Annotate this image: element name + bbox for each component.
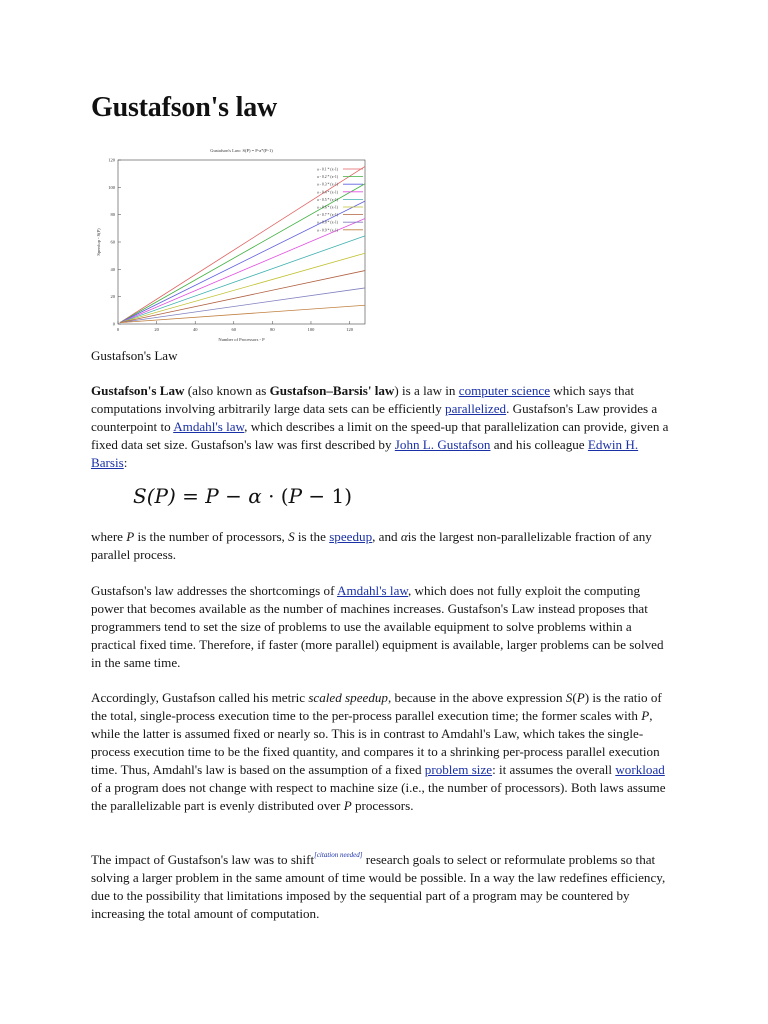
formula-p: P — [288, 484, 303, 508]
link-computer-science[interactable]: computer science — [458, 383, 551, 398]
formula-eq: = — [175, 484, 206, 508]
link-amdahls-law[interactable]: Amdahl's law — [173, 419, 245, 434]
y-tick-label: 0 — [112, 321, 115, 327]
term-gustafson-barsis: Gustafson–Barsis' law — [269, 383, 395, 398]
citation-needed — [314, 851, 362, 859]
scaled-speedup-paragraph — [91, 689, 671, 815]
text: , and — [372, 529, 401, 544]
text: Gustafson's law addresses the shortcomings of — [91, 583, 338, 598]
math-s: S — [565, 690, 573, 705]
math-alpha: α — [400, 529, 408, 544]
x-tick-label: 20 — [154, 327, 159, 332]
link-problem-size[interactable]: problem size — [424, 762, 493, 777]
term-scaled-speedup: scaled speedup — [308, 690, 388, 705]
text: ) is the ratio of the total, single-process execution time to the per-process parallel execution time; the former scales with — [91, 690, 662, 723]
x-tick-label: 80 — [270, 327, 275, 332]
legend-label: a - 0.7 * (x-1) — [317, 213, 338, 218]
legend-label: a - 0.8 * (x-1) — [317, 220, 338, 225]
x-tick-label: 120 — [346, 327, 353, 332]
y-tick-label: 40 — [110, 266, 115, 272]
text: The impact of Gustafson's law was to shift — [91, 852, 315, 867]
text: which says that computations involving arbitrarily large data sets can be efficiently — [91, 383, 635, 416]
text: , which does not fully exploit the computing power that becomes available as the number of machines increases. Gustafson's Law instead proposes that programmers tend to set the size of problems to use the available equipment to solve problems within a practical fixed time. Therefore, if faster (more parallel) equipment is available, larger problems can be solved in the same time. — [91, 583, 664, 670]
legend-label: a - 0.4 * (x-1) — [317, 190, 338, 195]
math-p: P — [641, 708, 650, 723]
y-tick-label: 80 — [110, 212, 115, 218]
formula-lhs: S(P) — [133, 484, 176, 508]
figure-caption: Gustafson's Law — [91, 348, 178, 363]
text: processors. — [351, 798, 414, 813]
math-p: P — [126, 529, 135, 544]
text: ) is a law in — [394, 383, 459, 398]
text: is the number of processors, — [134, 529, 289, 544]
x-tick-label: 40 — [192, 327, 198, 332]
term-gustafsons-law: Gustafson's Law — [91, 383, 185, 398]
formula-p: P — [205, 484, 219, 508]
formula-minus: − — [218, 484, 249, 508]
legend-label: a - 0.3 * (x-1) — [317, 182, 338, 187]
text: is the — [294, 529, 330, 544]
x-axis-label: Number of Processors - P — [218, 337, 265, 342]
link-john-gustafson[interactable]: John L. Gustafson — [394, 437, 491, 452]
text: of a program does not change with respect to machine size (i.e., the number of processors). Both laws assume the parallelizable part is evenly distributed over — [91, 780, 666, 813]
text: Accordingly, Gustafson called his metric — [91, 690, 309, 705]
y-tick-label: 100 — [108, 184, 115, 190]
legend-label: a - 0.5 * (x-1) — [317, 197, 338, 202]
math-p: P — [576, 690, 585, 705]
text: : — [123, 455, 128, 470]
math-p: P — [343, 798, 352, 813]
y-tick-label: 120 — [108, 157, 115, 163]
y-axis-label: Speedup - S(P) — [96, 228, 101, 256]
formula-alpha: α — [248, 484, 262, 508]
text: . Gustafson's Law provides a counterpoint to — [91, 401, 658, 434]
y-tick-label: 20 — [110, 294, 115, 300]
text: : it assumes the overall — [492, 762, 616, 777]
text: , while the latter is assumed fixed or nearly so. This is in contrast to Amdahl's Law, which takes the single-process execution time to be the fixed quantity, and compares it to a shrinking per-process parallel execution time. Thus, Amdahl's law is based on the assumption of a fixed — [91, 708, 660, 777]
link-edwin-barsis[interactable]: Edwin H. Barsis — [91, 437, 639, 470]
text: ( — [572, 690, 577, 705]
x-tick-label: 100 — [307, 327, 315, 332]
legend-label: a - 0.1 * (x-1) — [317, 167, 338, 172]
speedup-chart — [91, 140, 376, 345]
text: , which describes a limit on the speed-up that parallelization can provide, given a fixed data set size. Gustafson's law was first described by — [91, 419, 669, 452]
citation-needed-link[interactable]: [citation needed] — [314, 851, 363, 859]
text: research goals to select or reformulate problems so that solving a larger problem in the same amount of time would be possible. In a way the law redefines efficiency, due to the possibility that limitations imposed by the sequential part of a program may be countered by increasing the total amount of computation. — [91, 852, 666, 921]
text: where — [91, 529, 127, 544]
shortcomings-paragraph — [91, 582, 671, 672]
link-amdahls-law[interactable]: Amdahl's law — [337, 583, 408, 598]
page-title: Gustafson's law — [91, 92, 278, 123]
gustafson-law-figure — [91, 140, 376, 345]
formula-tail: − 1) — [302, 484, 353, 508]
math-s: S — [288, 529, 295, 544]
intro-paragraph — [91, 382, 671, 472]
x-tick-label: 0 — [116, 327, 120, 332]
gustafson-formula — [133, 484, 352, 508]
text: (also known as — [184, 383, 270, 398]
chart-title: Gustafson's Law: S(P) = P-a*(P-1) — [210, 148, 273, 153]
formula-dot: · ( — [261, 484, 289, 508]
link-workload[interactable]: workload — [615, 762, 665, 777]
impact-paragraph — [91, 851, 671, 923]
text: , because in the above expression — [387, 690, 566, 705]
legend-label: a - 0.2 * (x-1) — [317, 175, 338, 180]
text: is the largest non-parallelizable fraction of any parallel process. — [91, 529, 652, 562]
x-tick-label: 60 — [231, 327, 237, 332]
legend-label: a - 0.6 * (x-1) — [317, 205, 338, 210]
y-tick-label: 60 — [110, 239, 115, 245]
link-parallelized[interactable]: parallelized — [445, 401, 507, 416]
legend-label: a - 0.9 * (x-1) — [317, 228, 338, 233]
text: and his colleague — [490, 437, 588, 452]
link-speedup[interactable]: speedup — [329, 529, 373, 544]
definition-paragraph — [91, 528, 671, 564]
